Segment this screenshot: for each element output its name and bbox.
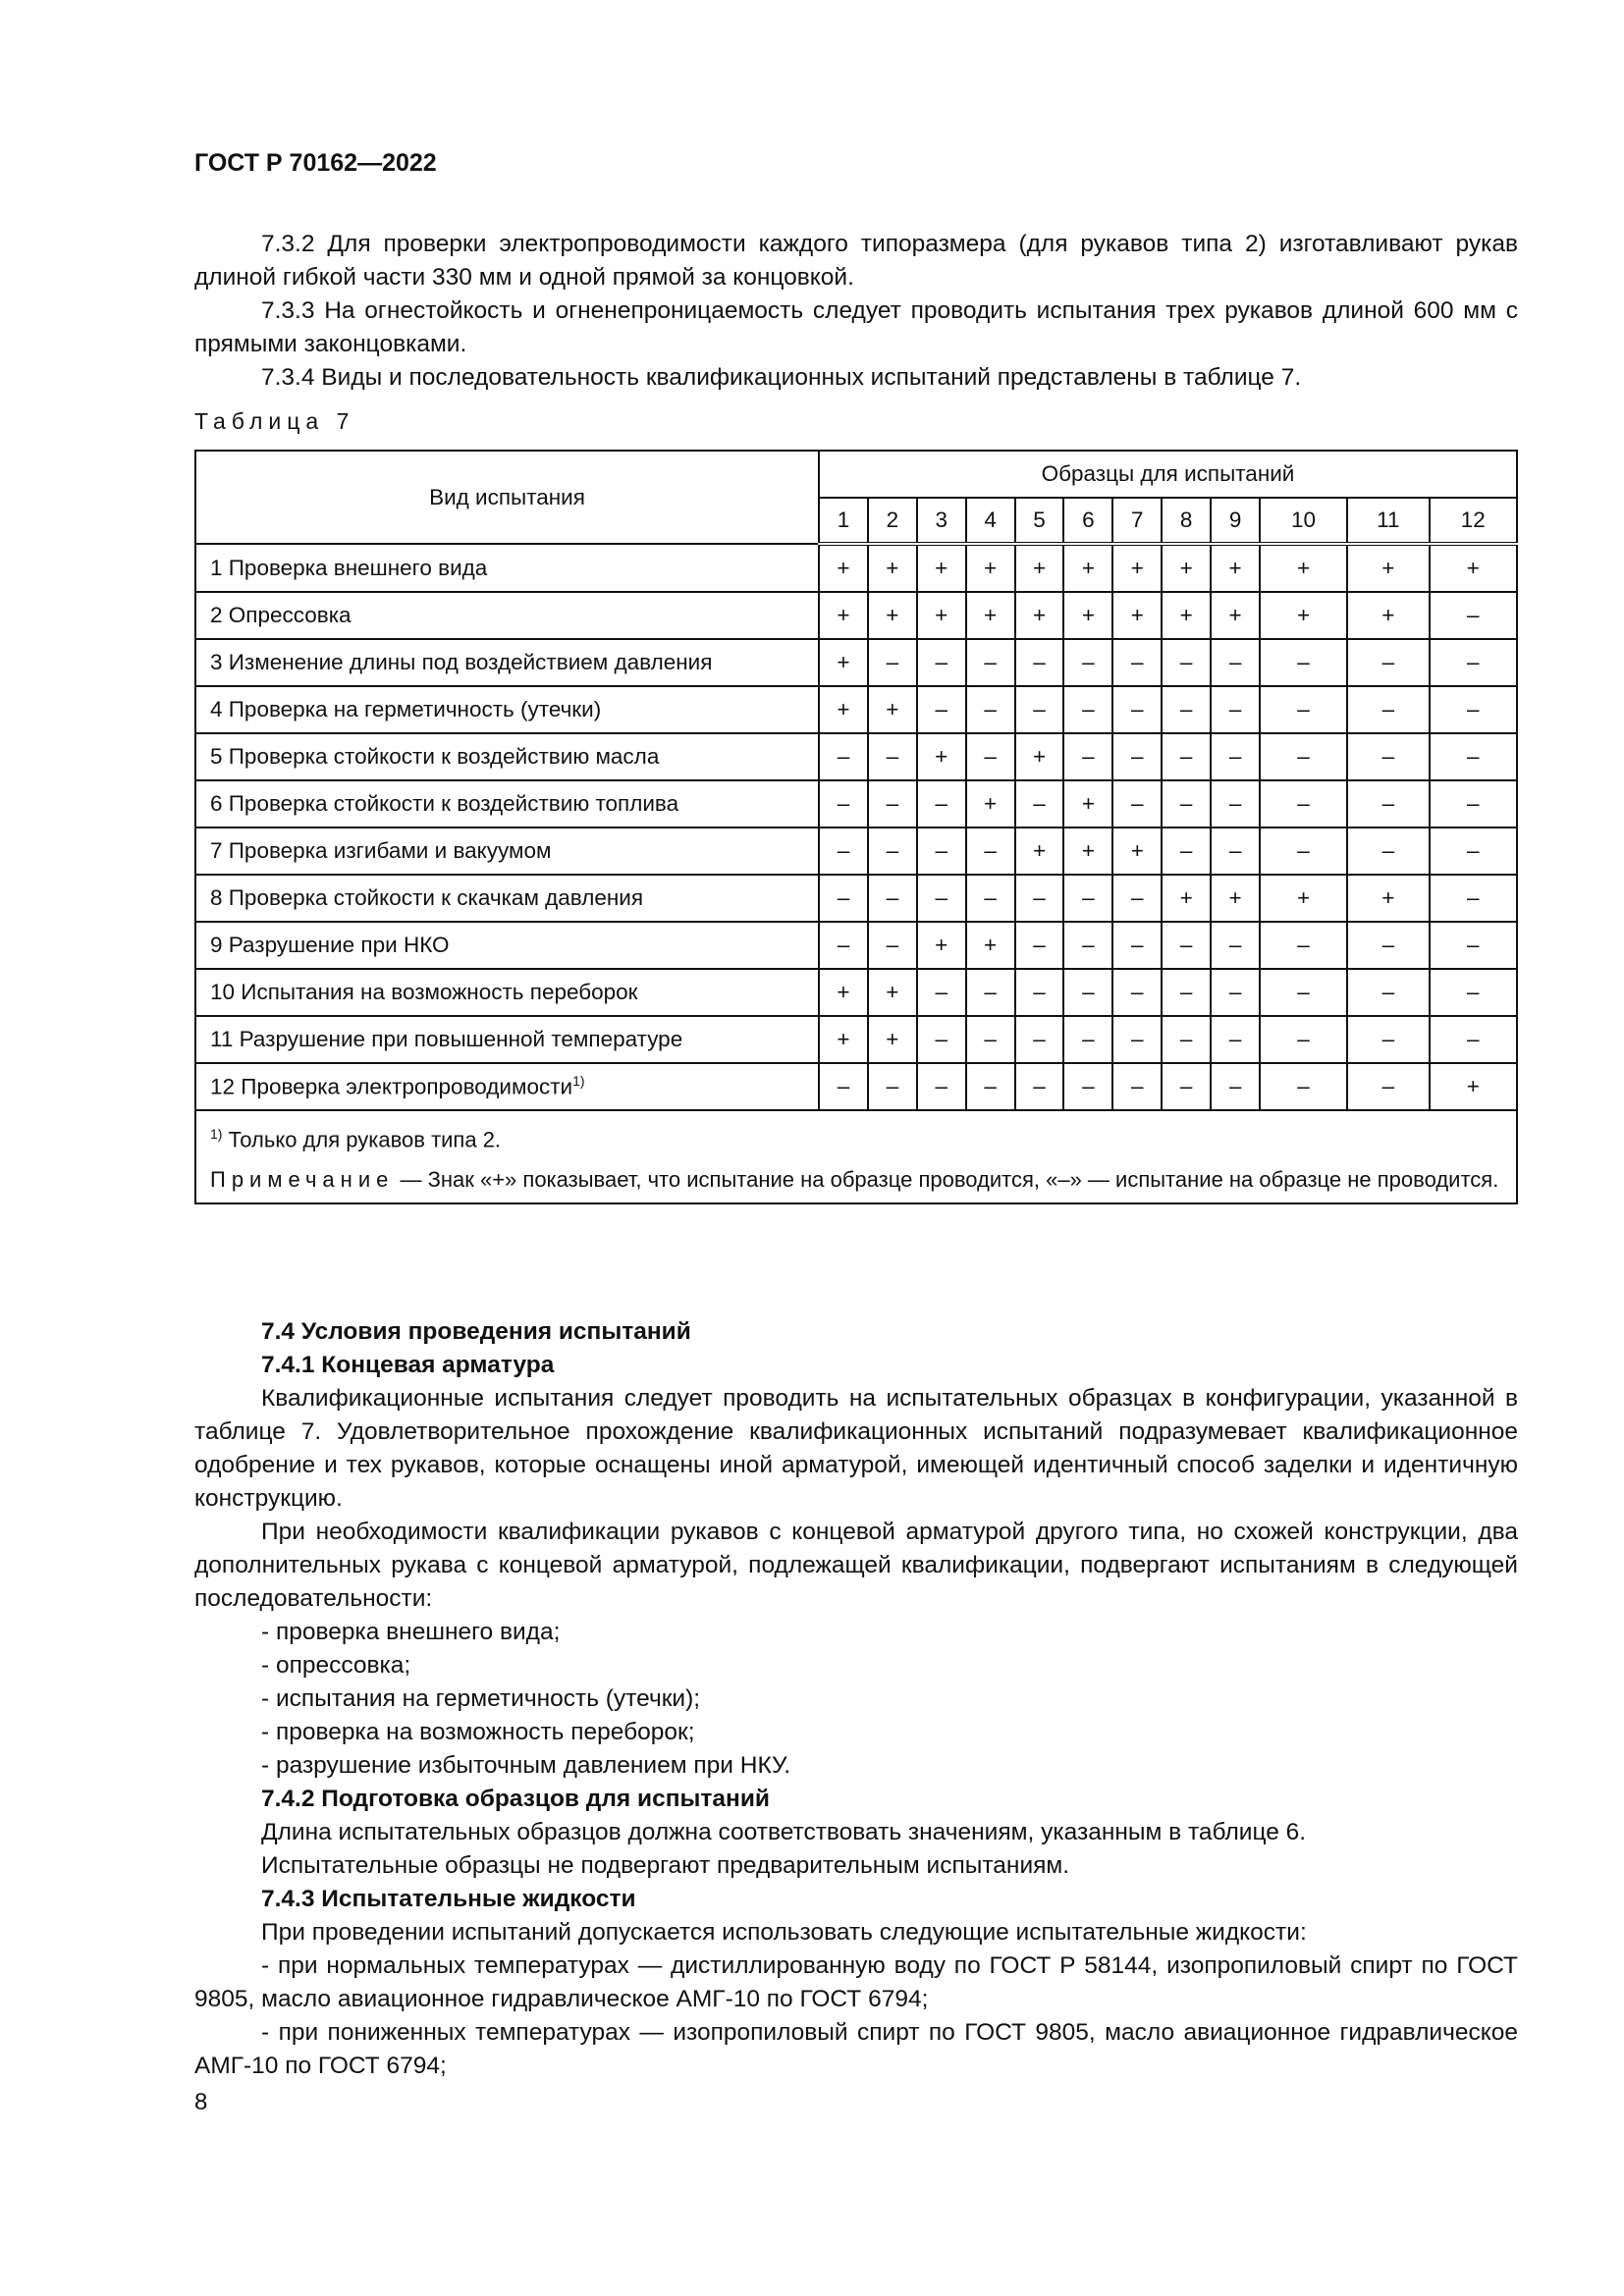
cell-not-performed: – (1430, 733, 1517, 780)
cell-not-performed: – (1112, 686, 1162, 733)
cell-not-performed: – (819, 922, 868, 969)
table-row (195, 1016, 1517, 1063)
cell-not-performed: – (1260, 733, 1347, 780)
cell-not-performed: – (917, 686, 966, 733)
cell-not-performed: – (1112, 639, 1162, 686)
note-text: — Знак «+» показывает, что испытание на образце проводится, «–» — испытание на образце не проводится. (394, 1167, 1499, 1193)
cell-not-performed: – (917, 875, 966, 922)
cell-not-performed: – (1162, 1063, 1211, 1110)
cell-not-performed: – (917, 1063, 966, 1110)
cell-not-performed: – (1162, 969, 1211, 1016)
table-row (195, 592, 1517, 639)
table-caption: Таблица 7 (194, 408, 355, 434)
cell-not-performed: – (868, 780, 917, 828)
test-name (195, 544, 819, 592)
cell-not-performed: – (1063, 922, 1112, 969)
table-row (195, 828, 1517, 875)
subsection-title-7-4-2: 7.4.2 Подготовка образцов для испытаний (261, 1786, 770, 1812)
table-row (195, 1063, 1517, 1110)
cell-performed: + (1162, 544, 1211, 592)
test-name-text: 7 Проверка изгибами и вакуумом (210, 838, 552, 863)
cell-not-performed: – (868, 639, 917, 686)
note (210, 1164, 1502, 1195)
test-name-text: 3 Изменение длины под воздействием давления (210, 650, 713, 674)
cell-not-performed: – (1347, 1063, 1430, 1110)
cell-not-performed: – (1211, 639, 1260, 686)
paragraph-7-3-2: 7.3.2 Для проверки электропроводимости каждого типоразмера (для рукавов типа 2) изготавливают рукав длиной гибкой части 330 мм и одной прямой за концовкой. (194, 231, 1518, 291)
paragraph: Квалификационные испытания следует проводить на испытательных образцах в конфигурации, указанной в таблице 7. Удовлетворительное прохождение квалификационных испытаний подразумевает квалификационное одобрение и тех рукавов, которые оснащены иной арматурой, имеющей идентичный способ заделки и идентичную конструкцию. (194, 1385, 1518, 1512)
cell-not-performed: – (1112, 875, 1162, 922)
cell-not-performed: – (1015, 922, 1064, 969)
cell-performed: + (819, 969, 868, 1016)
table-row (195, 969, 1517, 1016)
cell-not-performed: – (1260, 686, 1347, 733)
cell-not-performed: – (819, 780, 868, 828)
table-row (195, 686, 1517, 733)
paragraph-7-3-3: 7.3.3 На огнестойкость и огненепроницаемость следует проводить испытания трех рукавов длиной 600 мм с прямыми законцовками. (194, 297, 1518, 357)
cell-performed: + (1015, 592, 1064, 639)
cell-performed: + (1347, 875, 1430, 922)
cell-not-performed: – (1430, 592, 1517, 639)
cell-not-performed: – (1430, 922, 1517, 969)
list-item: - проверка внешнего вида; (261, 1619, 561, 1645)
cell-not-performed: – (1162, 922, 1211, 969)
cell-not-performed: – (1112, 1063, 1162, 1110)
cell-performed: + (1260, 875, 1347, 922)
cell-performed: + (819, 639, 868, 686)
cell-performed: + (1015, 828, 1064, 875)
cell-not-performed: – (1347, 1016, 1430, 1063)
cell-not-performed: – (1162, 828, 1211, 875)
cell-performed: + (917, 922, 966, 969)
cell-not-performed: – (1063, 1063, 1112, 1110)
cell-not-performed: – (1260, 780, 1347, 828)
cell-not-performed: – (1260, 639, 1347, 686)
cell-not-performed: – (1015, 1016, 1064, 1063)
cell-performed: + (868, 544, 917, 592)
sample-header: 6 (1063, 498, 1112, 544)
cell-not-performed: – (1162, 1016, 1211, 1063)
cell-not-performed: – (1015, 1063, 1064, 1110)
cell-not-performed: – (819, 733, 868, 780)
cell-not-performed: – (1015, 875, 1064, 922)
table-row (195, 639, 1517, 686)
cell-not-performed: – (1063, 733, 1112, 780)
cell-performed: + (819, 544, 868, 592)
cell-not-performed: – (1347, 828, 1430, 875)
test-name (195, 686, 819, 733)
cell-not-performed: – (1063, 686, 1112, 733)
cell-not-performed: – (1211, 828, 1260, 875)
cell-not-performed: – (966, 733, 1015, 780)
cell-performed: + (819, 1016, 868, 1063)
cell-performed: + (1063, 828, 1112, 875)
cell-not-performed: – (1015, 780, 1064, 828)
cell-performed: + (819, 592, 868, 639)
cell-not-performed: – (868, 733, 917, 780)
cell-not-performed: – (1162, 639, 1211, 686)
cell-performed: + (1112, 592, 1162, 639)
cell-not-performed: – (917, 1016, 966, 1063)
section-title: 7.4 Условия проведения испытаний (261, 1318, 691, 1345)
sample-header: 9 (1211, 498, 1260, 544)
subsection-title-7-4-3: 7.4.3 Испытательные жидкости (261, 1886, 636, 1912)
cell-not-performed: – (1430, 828, 1517, 875)
cell-not-performed: – (1211, 686, 1260, 733)
paragraph: - при пониженных температурах — изопропиловый спирт по ГОСТ 9805, масло авиационное гидравлическое АМГ-10 по ГОСТ 6794; (194, 2019, 1518, 2079)
cell-performed: + (868, 969, 917, 1016)
test-name (195, 828, 819, 875)
paragraph: При необходимости квалификации рукавов с концевой арматурой другого типа, но схожей конструкции, два дополнительных рукава с концевой арматурой, подлежащей квалификации, подвергают испытаниям в следующей последовательности: (194, 1519, 1518, 1612)
test-name-text: 11 Разрушение при повышенной температуре (210, 1027, 683, 1051)
paragraph: Испытательные образцы не подвергают предварительным испытаниям. (261, 1852, 1070, 1879)
cell-not-performed: – (1430, 639, 1517, 686)
cell-not-performed: – (966, 875, 1015, 922)
cell-performed: + (1260, 592, 1347, 639)
cell-performed: + (1063, 780, 1112, 828)
cell-not-performed: – (1430, 780, 1517, 828)
page-number: 8 (194, 2089, 208, 2115)
cell-not-performed: – (966, 969, 1015, 1016)
sample-header: 12 (1430, 498, 1517, 544)
test-name-text: 10 Испытания на возможность переборок (210, 980, 638, 1004)
sample-header: 5 (1015, 498, 1064, 544)
table-row (195, 544, 1517, 592)
cell-performed: + (966, 592, 1015, 639)
sample-header: 4 (966, 498, 1015, 544)
cell-performed: + (1347, 544, 1430, 592)
cell-performed: + (1015, 544, 1064, 592)
cell-not-performed: – (1211, 969, 1260, 1016)
test-name-text: 5 Проверка стойкости к воздействию масла (210, 744, 660, 769)
cell-not-performed: – (1063, 875, 1112, 922)
col-header-test-type: Вид испытания (195, 451, 819, 544)
cell-not-performed: – (966, 1063, 1015, 1110)
test-name-text: 2 Опрессовка (210, 603, 352, 627)
sample-header: 2 (868, 498, 917, 544)
cell-performed: + (1260, 544, 1347, 592)
paragraph: - при нормальных температурах — дистиллированную воду по ГОСТ Р 58144, изопропиловый спирт по ГОСТ 9805, масло авиационное гидравлическое АМГ-10 по ГОСТ 6794; (194, 1952, 1518, 2012)
cell-performed: + (1015, 733, 1064, 780)
cell-not-performed: – (1260, 969, 1347, 1016)
cell-not-performed: – (917, 828, 966, 875)
paragraph: Длина испытательных образцов должна соответствовать значениям, указанным в таблице 6. (261, 1819, 1307, 1845)
test-name (195, 969, 819, 1016)
note-label: Примечание (210, 1167, 395, 1193)
cell-performed: + (1063, 544, 1112, 592)
cell-performed: + (868, 1016, 917, 1063)
cell-not-performed: – (1211, 733, 1260, 780)
document-header: ГОСТ Р 70162—2022 (194, 149, 437, 177)
cell-not-performed: – (819, 828, 868, 875)
test-name-text: 8 Проверка стойкости к скачкам давления (210, 885, 644, 910)
cell-performed: + (1347, 592, 1430, 639)
cell-not-performed: – (819, 1063, 868, 1110)
cell-not-performed: – (1112, 1016, 1162, 1063)
test-name-text: 6 Проверка стойкости к воздействию топлива (210, 791, 679, 816)
cell-not-performed: – (1260, 828, 1347, 875)
cell-not-performed: – (1347, 969, 1430, 1016)
cell-not-performed: – (1015, 639, 1064, 686)
test-name (195, 1063, 819, 1110)
footnote (210, 1119, 1502, 1154)
test-name (195, 875, 819, 922)
test-name-text: 9 Разрушение при НКО (210, 933, 450, 957)
cell-not-performed: – (1162, 686, 1211, 733)
cell-not-performed: – (1347, 780, 1430, 828)
test-name (195, 639, 819, 686)
cell-performed: + (966, 544, 1015, 592)
cell-not-performed: – (868, 828, 917, 875)
cell-performed: + (1211, 875, 1260, 922)
cell-performed: + (1430, 544, 1517, 592)
cell-not-performed: – (1015, 969, 1064, 1016)
sample-header: 8 (1162, 498, 1211, 544)
intro-paragraphs (194, 228, 1518, 438)
sample-header: 11 (1347, 498, 1430, 544)
cell-not-performed: – (1347, 639, 1430, 686)
cell-not-performed: – (1430, 875, 1517, 922)
cell-not-performed: – (917, 639, 966, 686)
cell-performed: + (819, 686, 868, 733)
cell-not-performed: – (1162, 733, 1211, 780)
cell-not-performed: – (1063, 1016, 1112, 1063)
cell-performed: + (966, 922, 1015, 969)
cell-not-performed: – (868, 922, 917, 969)
paragraph: При проведении испытаний допускается использовать следующие испытательные жидкости: (261, 1919, 1307, 1946)
footnote-text: Только для рукавов типа 2. (222, 1127, 502, 1152)
cell-not-performed: – (868, 875, 917, 922)
cell-performed: + (1430, 1063, 1517, 1110)
table-row (195, 875, 1517, 922)
table-row (195, 922, 1517, 969)
footnote-mark: 1) (210, 1126, 223, 1142)
cell-performed: + (966, 780, 1015, 828)
cell-not-performed: – (1015, 686, 1064, 733)
table-row (195, 733, 1517, 780)
test-name (195, 780, 819, 828)
list-item: - разрушение избыточным давлением при НКУ. (261, 1752, 791, 1779)
cell-performed: + (917, 733, 966, 780)
section-7-4 (194, 1315, 1518, 2083)
cell-not-performed: – (1112, 780, 1162, 828)
cell-not-performed: – (1063, 969, 1112, 1016)
test-name (195, 922, 819, 969)
cell-not-performed: – (1211, 1016, 1260, 1063)
test-name (195, 733, 819, 780)
cell-not-performed: – (1430, 686, 1517, 733)
cell-not-performed: – (1211, 1063, 1260, 1110)
list-item: - опрессовка; (261, 1652, 411, 1679)
cell-not-performed: – (1260, 1063, 1347, 1110)
cell-not-performed: – (1211, 922, 1260, 969)
cell-performed: + (917, 592, 966, 639)
cell-performed: + (1211, 592, 1260, 639)
cell-performed: + (1112, 544, 1162, 592)
cell-performed: + (1211, 544, 1260, 592)
sample-header: 10 (1260, 498, 1347, 544)
cell-not-performed: – (966, 686, 1015, 733)
cell-not-performed: – (966, 1016, 1015, 1063)
cell-not-performed: – (819, 875, 868, 922)
table-footer (195, 1110, 1517, 1203)
cell-not-performed: – (1162, 780, 1211, 828)
cell-not-performed: – (1260, 922, 1347, 969)
cell-not-performed: – (1063, 639, 1112, 686)
cell-not-performed: – (868, 1063, 917, 1110)
test-name (195, 1016, 819, 1063)
cell-not-performed: – (1347, 686, 1430, 733)
tests-table (194, 450, 1518, 1204)
sample-header: 1 (819, 498, 868, 544)
test-name (195, 592, 819, 639)
cell-not-performed: – (1347, 922, 1430, 969)
test-name-text: 1 Проверка внешнего вида (210, 555, 488, 580)
cell-not-performed: – (1430, 1016, 1517, 1063)
cell-performed: + (868, 686, 917, 733)
sample-header: 3 (917, 498, 966, 544)
group-header-samples: Образцы для испытаний (819, 451, 1517, 498)
cell-performed: + (1162, 875, 1211, 922)
paragraph-7-3-4: 7.3.4 Виды и последовательность квалификационных испытаний представлены в таблице 7. (261, 364, 1302, 391)
cell-performed: + (1063, 592, 1112, 639)
cell-performed: + (1112, 828, 1162, 875)
cell-performed: + (917, 544, 966, 592)
cell-not-performed: – (966, 639, 1015, 686)
list-item: - проверка на возможность переборок; (261, 1719, 695, 1745)
cell-performed: + (868, 592, 917, 639)
subsection-title-7-4-1: 7.4.1 Концевая арматура (261, 1352, 555, 1378)
cell-not-performed: – (1347, 733, 1430, 780)
cell-performed: + (1162, 592, 1211, 639)
cell-not-performed: – (1112, 969, 1162, 1016)
cell-not-performed: – (917, 969, 966, 1016)
cell-not-performed: – (917, 780, 966, 828)
cell-not-performed: – (1430, 969, 1517, 1016)
test-name-text: 4 Проверка на герметичность (утечки) (210, 697, 602, 721)
list-item: - испытания на герметичность (утечки); (261, 1685, 701, 1712)
test-name-text: 12 Проверка электропроводимости (210, 1074, 573, 1099)
cell-not-performed: – (966, 828, 1015, 875)
cell-not-performed: – (1112, 922, 1162, 969)
cell-not-performed: – (1112, 733, 1162, 780)
cell-not-performed: – (1211, 780, 1260, 828)
footnote-ref: 1) (572, 1073, 585, 1090)
table-row (195, 780, 1517, 828)
sample-header: 7 (1112, 498, 1162, 544)
cell-not-performed: – (1260, 1016, 1347, 1063)
